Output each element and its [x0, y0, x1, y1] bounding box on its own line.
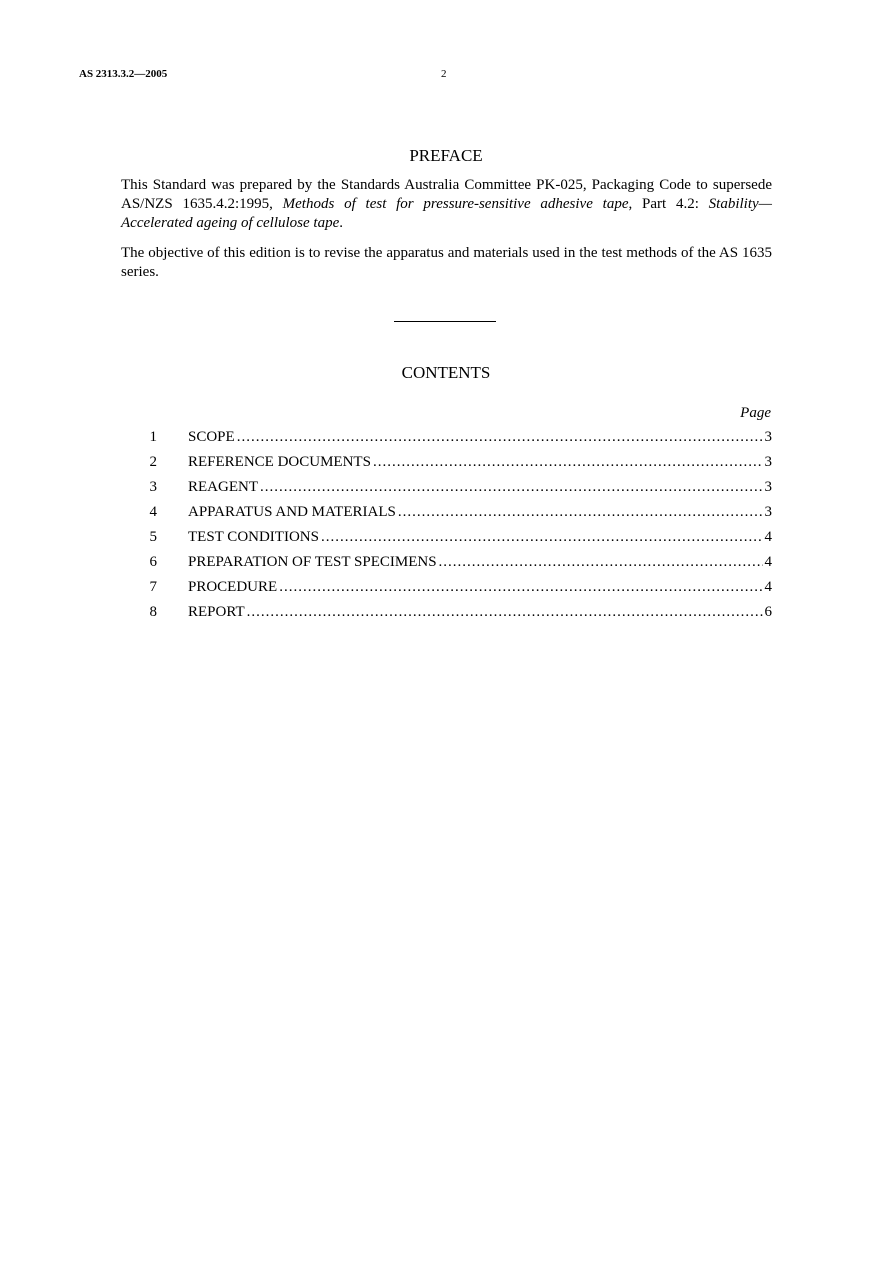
- preface-title-italic-1: Methods of test for pressure-sensitive adhesive tape: [282, 196, 629, 212]
- toc-item-number: 1: [149, 429, 157, 445]
- toc-item-title: SCOPE: [188, 429, 235, 445]
- contents-heading: CONTENTS: [401, 363, 491, 382]
- toc-item-number: 8: [149, 604, 157, 620]
- toc-dot-leader: [373, 453, 763, 472]
- page-column-label: Page: [740, 405, 771, 421]
- toc-dot-leader: [247, 603, 763, 622]
- toc-item-title: TEST CONDITIONS: [188, 529, 319, 545]
- page-number: 2: [441, 68, 447, 80]
- section-divider: [394, 321, 496, 322]
- toc-item-title: PREPARATION OF TEST SPECIMENS: [188, 554, 437, 570]
- toc-dot-leader: [260, 478, 763, 497]
- toc-item-number: 5: [149, 529, 157, 545]
- toc-item-page: 4: [764, 554, 772, 570]
- preface-heading: PREFACE: [409, 146, 483, 165]
- toc-dot-leader: [439, 553, 763, 572]
- toc-item-title: REAGENT: [188, 479, 258, 495]
- toc-item-page: 3: [764, 504, 772, 520]
- toc-item-number: 7: [149, 579, 157, 595]
- toc-item-title: REPORT: [188, 604, 245, 620]
- toc-item-title: REFERENCE DOCUMENTS: [188, 454, 371, 470]
- toc-item-page: 4: [764, 579, 772, 595]
- toc-item-number: 2: [149, 454, 157, 470]
- preface-title-italic-2: Stability—Accelerated ageing of cellulose tape: [121, 196, 772, 231]
- toc-item-procedure[interactable]: [121, 578, 772, 603]
- toc-dot-leader: [279, 578, 762, 597]
- standard-number: AS 2313.3.2—2005: [79, 68, 168, 80]
- toc-item-page: 6: [764, 604, 772, 620]
- toc-item-reagent[interactable]: [121, 478, 772, 503]
- preface-paragraph-1: [121, 176, 772, 233]
- toc-item-apparatus-and-materials[interactable]: [121, 503, 772, 528]
- preface-paragraph-2: The objective of this edition is to revise the apparatus and materials used in the test methods of the AS 1635 series.: [121, 245, 772, 280]
- table-of-contents: [121, 428, 772, 628]
- toc-item-page: 4: [764, 529, 772, 545]
- toc-item-test-conditions[interactable]: [121, 528, 772, 553]
- toc-item-preparation-of-test-specimens[interactable]: [121, 553, 772, 578]
- toc-item-title: APPARATUS AND MATERIALS: [188, 504, 396, 520]
- toc-item-scope[interactable]: [121, 428, 772, 453]
- toc-item-number: 3: [149, 479, 157, 495]
- toc-item-report[interactable]: [121, 603, 772, 628]
- toc-item-page: 3: [764, 454, 772, 470]
- toc-item-page: 3: [764, 429, 772, 445]
- toc-item-number: 6: [149, 554, 157, 570]
- preface-text-c: , Part 4.2:: [628, 196, 709, 212]
- toc-dot-leader: [398, 503, 763, 522]
- preface-text-a: This Standard was prepared by the Standards Australia Committee PK-025, Packaging Code to supersede AS/NZS 1635.4.2:1995,: [121, 177, 772, 212]
- toc-item-reference-documents[interactable]: [121, 453, 772, 478]
- toc-dot-leader: [237, 428, 763, 447]
- preface-text-e: .: [339, 215, 344, 231]
- toc-item-title: PROCEDURE: [188, 579, 278, 595]
- toc-item-page: 3: [764, 479, 772, 495]
- toc-item-number: 4: [149, 504, 157, 520]
- toc-dot-leader: [321, 528, 763, 547]
